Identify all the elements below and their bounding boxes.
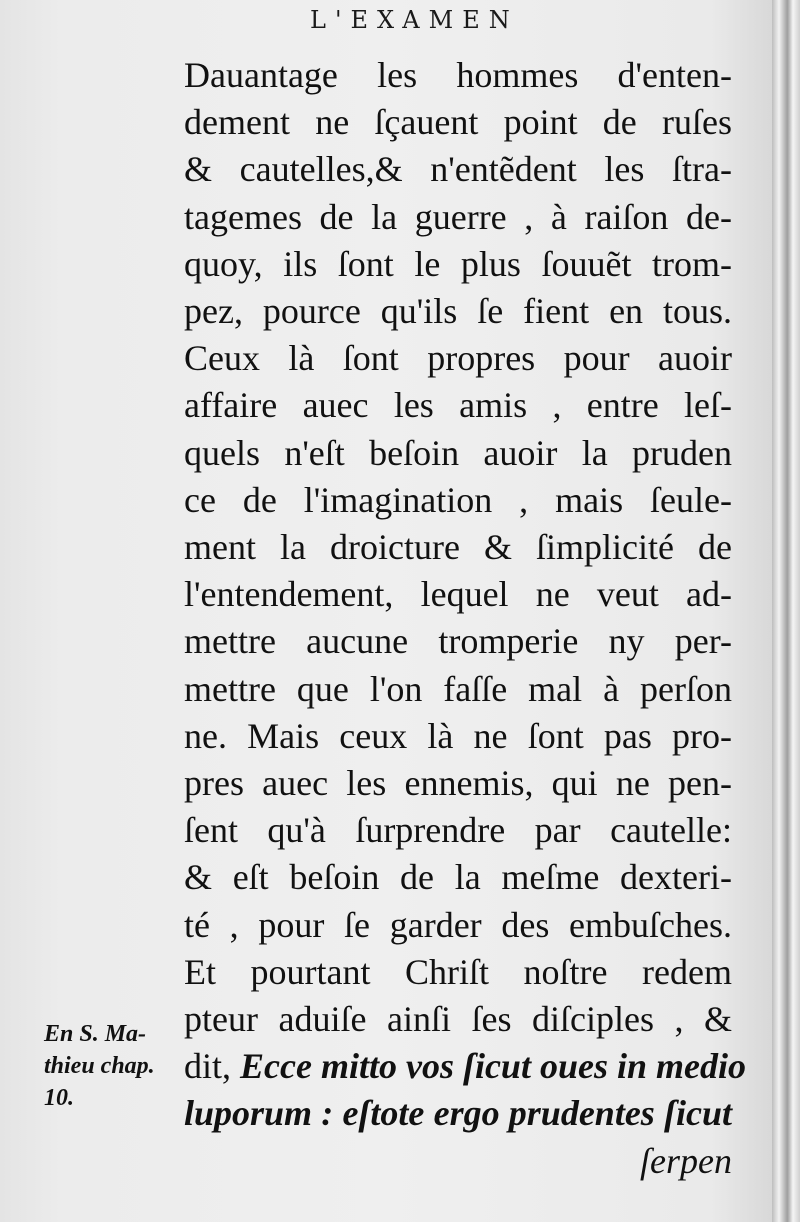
- latin-quotation: Ecce mitto vos ſicut oues in medio: [240, 1046, 746, 1087]
- text-line: quels n'eſt beſoin auoir la pruden: [184, 432, 732, 473]
- text-roman-part: dit,: [184, 1046, 241, 1087]
- text-line: mettre que l'on faſſe mal à perſon: [184, 668, 732, 709]
- text-line: & cautelles,& n'entẽdent les ſtra-: [184, 149, 732, 190]
- running-head: L'EXAMEN: [310, 6, 519, 34]
- marginal-note-line: thieu chap.: [44, 1053, 155, 1079]
- text-line: ſent qu'à ſurprendre par cautelle:: [184, 810, 732, 851]
- text-line: mettre aucune tromperie ny per-: [184, 621, 732, 662]
- marginal-note: [44, 1018, 184, 1114]
- text-line: pez, pource qu'ils ſe fient en tous.: [184, 291, 732, 332]
- text-line: ne. Mais ceux là ne ſont pas pro-: [184, 715, 732, 756]
- latin-quotation-line: luporum : eſtote ergo prudentes ſicut: [184, 1093, 732, 1134]
- text-line: té , pour ſe garder des embuſches.: [184, 904, 732, 945]
- text-line: ce de l'imagination , mais ſeule-: [184, 479, 732, 520]
- text-line: tagemes de la guerre , à raiſon de-: [184, 196, 732, 237]
- text-line: quoy, ils ſont le plus ſouuẽt trom-: [184, 243, 732, 284]
- page-edge: [772, 0, 800, 1222]
- bleed-through-text: [20, 480, 26, 504]
- text-line: affaire auec les amis , entre leſ-: [184, 385, 732, 426]
- text-line: Dauantage les hommes d'enten-: [184, 55, 732, 95]
- body-text: [184, 52, 746, 1185]
- text-line: ment la droicture & ſimplicité de: [184, 527, 732, 568]
- text-line: Ceux là ſont propres pour auoir: [184, 338, 732, 379]
- text-line-mixed: [184, 1043, 746, 1090]
- text-line: l'entendement, lequel ne veut ad-: [184, 574, 732, 615]
- text-line: Et pourtant Chriſt noſtre redem: [184, 951, 732, 992]
- text-line: dement ne ſçauent point de ruſes: [184, 102, 732, 143]
- catchword: ſerpen: [640, 1140, 732, 1181]
- text-line: pteur aduiſe ainſi ſes diſciples , &: [184, 999, 732, 1040]
- text-line: & eſt beſoin de la meſme dexteri-: [184, 857, 732, 898]
- marginal-note-line: En S. Ma-: [44, 1021, 147, 1047]
- marginal-note-line: 10.: [44, 1085, 74, 1111]
- text-line: pres auec les ennemis, qui ne pen-: [184, 763, 732, 804]
